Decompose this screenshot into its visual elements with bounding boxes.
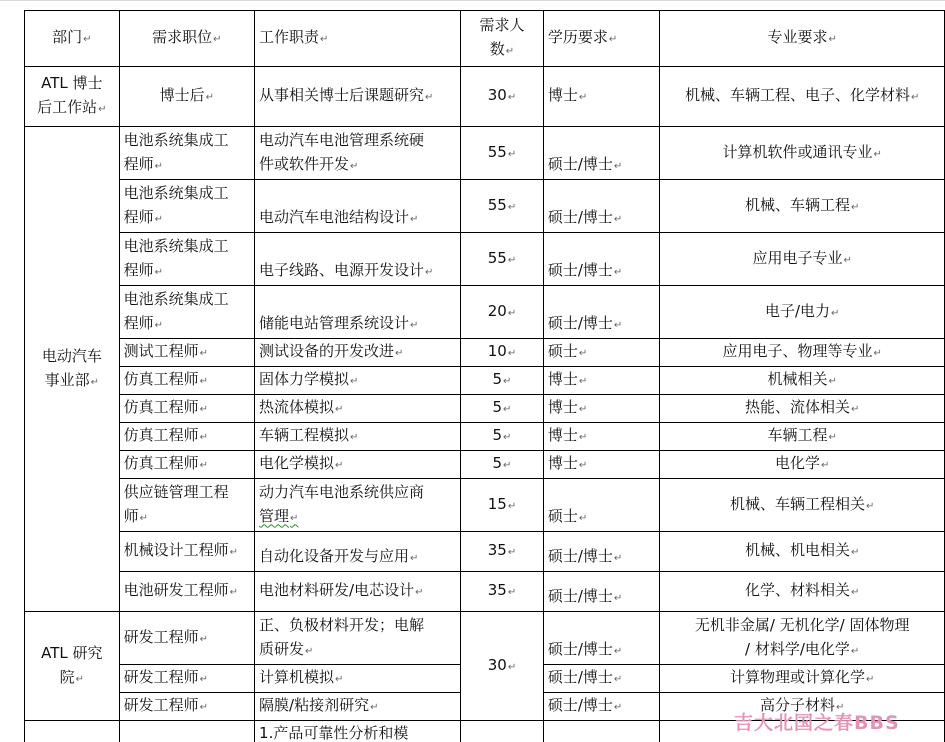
header-edu: 学历要求 ↵ (543, 11, 660, 67)
position-cell: 供应链管理工程 师 ↵ (119, 479, 254, 532)
duty-cell: 热流体模拟 ↵ (255, 395, 461, 423)
count-cell: 35 ↵ (461, 532, 544, 572)
table-row (25, 451, 945, 479)
edu-cell (543, 721, 660, 742)
count-cell: 5 ↵ (461, 395, 544, 423)
major-cell: 热能、流体相关 ↵ (660, 395, 945, 423)
edu-cell: 硕士/博士 ↵ (543, 233, 660, 286)
header-row (25, 11, 945, 67)
table-row (25, 180, 945, 233)
duty-cell: 电池材料研发/电芯设计 ↵ (255, 572, 461, 612)
edu-cell: 硕士/博士 ↵ (543, 532, 660, 572)
position-cell: 电池系统集成工 程师 ↵ (119, 233, 254, 286)
major-cell: 车辆工程 ↵ (660, 423, 945, 451)
edu-cell: 硕士 ↵ (543, 339, 660, 367)
duty-cell: 动力汽车电池系统供应商 管理 ↵ (255, 479, 461, 532)
position-cell: 仿真工程师 ↵ (119, 395, 254, 423)
position-cell: 电池系统集成工 程师 ↵ (119, 286, 254, 339)
major-cell: 机械、车辆工程 ↵ (660, 180, 945, 233)
dept-ev-cell: 电动汽车 事业部 ↵ (25, 127, 120, 612)
position-cell: 仿真工程师 ↵ (119, 367, 254, 395)
edu-cell: 硕士/博士 ↵ (543, 693, 660, 721)
position-cell: 测试工程师 ↵ (119, 339, 254, 367)
position-cell: 电池系统集成工 程师 ↵ (119, 127, 254, 180)
table-row (25, 479, 945, 532)
duty-cell: 从事相关博士后课题研究 ↵ (255, 67, 461, 127)
major-cell: 电化学 ↵ (660, 451, 945, 479)
header-count: 需求人 数 ↵ (461, 11, 544, 67)
header-duties: 工作职责 ↵ (255, 11, 461, 67)
duty-cell: 计算机模拟 ↵ (255, 665, 461, 693)
count-cell: 55 ↵ (461, 233, 544, 286)
count-cell: 55 ↵ (461, 180, 544, 233)
major-cell: 机械、车辆工程、电子、化学材料 ↵ (660, 67, 945, 127)
duty-cell: 电化学模拟 ↵ (255, 451, 461, 479)
major-cell: 无机非金属/ 无机化学/ 固体物理 / 材料学/电化学 ↵ (660, 612, 945, 665)
dept-institute-cell: ATL 研究 院 ↵ (25, 612, 120, 721)
header-dept: 部门 ↵ (25, 11, 120, 67)
edu-cell: 博士 ↵ (543, 367, 660, 395)
edu-cell: 硕士/博士 ↵ (543, 612, 660, 665)
position-cell: 研发工程师 ↵ (119, 612, 254, 665)
count-cell (461, 721, 544, 742)
count-cell: 30 ↵ (461, 67, 544, 127)
edu-cell: 博士 ↵ (543, 423, 660, 451)
position-cell: 机械设计工程师 ↵ (119, 532, 254, 572)
duty-cell: 1.产品可靠性分析和模 (255, 721, 461, 742)
count-cell: 55 ↵ (461, 127, 544, 180)
position-cell: 仿真工程师 ↵ (119, 423, 254, 451)
major-cell: 应用电子专业 ↵ (660, 233, 945, 286)
edu-cell: 博士 ↵ (543, 451, 660, 479)
position-cell: 电池研发工程师 ↵ (119, 572, 254, 612)
table-row (25, 423, 945, 451)
position-cell: 电池系统集成工 程师 ↵ (119, 180, 254, 233)
position-cell (119, 721, 254, 742)
edu-cell: 硕士/博士 ↵ (543, 180, 660, 233)
table-row (25, 67, 945, 127)
edu-cell: 硕士/博士 ↵ (543, 127, 660, 180)
count-cell: 5 ↵ (461, 423, 544, 451)
count-cell: 5 ↵ (461, 451, 544, 479)
edu-cell: 硕士/博士 ↵ (543, 286, 660, 339)
duty-cell: 测试设备的开发改进 ↵ (255, 339, 461, 367)
edu-cell: 博士 ↵ (543, 67, 660, 127)
count-cell: 20 ↵ (461, 286, 544, 339)
dept-postdoc-cell: ATL 博士 后工作站 ↵ (25, 67, 120, 127)
table-row (25, 395, 945, 423)
header-major: 专业要求 ↵ (660, 11, 945, 67)
duty-cell: 正、负极材料开发；电解 质研发 ↵ (255, 612, 461, 665)
table-row (25, 367, 945, 395)
table-row (25, 612, 945, 665)
major-cell: 计算物理或计算化学 ↵ (660, 665, 945, 693)
edu-cell: 硕士/博士 ↵ (543, 572, 660, 612)
count-cell: 35 ↵ (461, 572, 544, 612)
major-cell: 应用电子、物理等专业 ↵ (660, 339, 945, 367)
table-row (25, 572, 945, 612)
position-cell: 博士后 ↵ (119, 67, 254, 127)
major-cell: 机械、机电相关 ↵ (660, 532, 945, 572)
major-cell: 机械、车辆工程相关 ↵ (660, 479, 945, 532)
table-row (25, 127, 945, 180)
dept-cell (25, 721, 120, 742)
major-cell: 电子/电力 ↵ (660, 286, 945, 339)
table-row (25, 233, 945, 286)
table-row (25, 339, 945, 367)
duty-cell: 电子线路、电源开发设计 ↵ (255, 233, 461, 286)
duty-cell: 储能电站管理系统设计 ↵ (255, 286, 461, 339)
table-row (25, 286, 945, 339)
major-cell: 计算机软件或通讯专业 ↵ (660, 127, 945, 180)
major-cell: 机械相关 ↵ (660, 367, 945, 395)
duty-cell: 车辆工程模拟 ↵ (255, 423, 461, 451)
edu-cell: 博士 ↵ (543, 395, 660, 423)
major-cell: 高分子材料 ↵ (660, 693, 945, 721)
table-row (25, 532, 945, 572)
count-cell: 30 ↵ (461, 612, 544, 721)
duty-cell: 电动汽车电池结构设计 ↵ (255, 180, 461, 233)
forum-watermark: 吉大北国之春BBS (734, 712, 900, 734)
duty-cell: 电动汽车电池管理系统硬 件或软件开发 ↵ (255, 127, 461, 180)
major-cell: 化学、材料相关 ↵ (660, 572, 945, 612)
count-cell: 15 ↵ (461, 479, 544, 532)
position-cell: 研发工程师 ↵ (119, 665, 254, 693)
header-position: 需求职位 ↵ (119, 11, 254, 67)
recruitment-table (24, 10, 945, 742)
count-cell: 5 ↵ (461, 367, 544, 395)
position-cell: 研发工程师 ↵ (119, 693, 254, 721)
position-cell: 仿真工程师 ↵ (119, 451, 254, 479)
edu-cell: 硕士/博士 ↵ (543, 665, 660, 693)
edu-cell: 硕士 ↵ (543, 479, 660, 532)
duty-cell: 隔膜/粘接剂研究 ↵ (255, 693, 461, 721)
duty-cell: 自动化设备开发与应用 ↵ (255, 532, 461, 572)
duty-cell: 固体力学模拟 ↵ (255, 367, 461, 395)
count-cell: 10 ↵ (461, 339, 544, 367)
